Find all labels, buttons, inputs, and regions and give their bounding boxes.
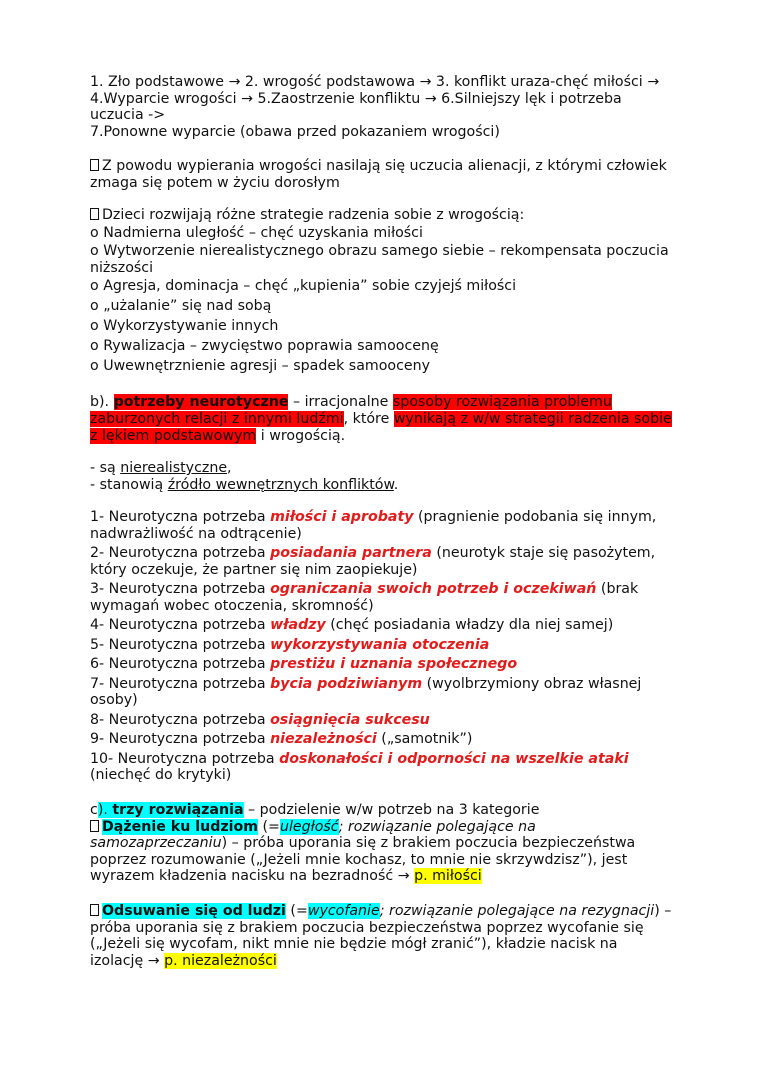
text-span: - są [90,460,121,476]
away-from-people-title: Odsuwanie się od ludzi (=wycofanie; rozwiązanie polegające na rezygnacji) – [90,903,690,920]
highlight-red: sposoby rozwiązania problemu [392,394,612,410]
need-item: 6- Neurotyczna potrzeba prestiżu i uznania społecznego [90,656,518,672]
alienation-paragraph [90,158,690,191]
text-line: („Jeżeli się wycofam, nikt mnie nie będzie mógł zranić”), kładzie nacisk na [90,936,618,952]
bullet-square-icon [90,159,99,171]
text-line: zmaga się potem w życiu dorosłym [90,174,340,191]
text-line: nadwrażliwość na odtrącenie) [90,525,302,542]
section-c: c). trzy rozwiązania – podzielenie w/w potrzeb na 3 kategorie Dążenie ku ludziom (=uległość; rozwiązanie polegające na samozaprzeczaniu) – próba uporania się z brakiem poczucia bezpieczeństwa poprzez rozumowanie („Jeżeli mnie kochasz, to mnie nie skrzywdzisz”), jest wyrazem kładzenia nacisku na bezradność → p. miłości [90,802,690,885]
need-item: 8- Neurotyczna potrzeba osiągnięcia sukcesu [90,711,430,728]
need-item: 1- Neurotyczna potrzeba miłości i aprobaty (pragnienie podobania się innym, [90,509,657,525]
section-b-features [90,460,690,493]
away-from-people: Odsuwanie się od ludzi (=wycofanie; rozwiązanie polegające na rezygnacji) – próba uporania się z brakiem poczucia bezpieczeństwa poprzez wycofanie się („Jeżeli się wycofam, nikt mnie nie będzie mógł zranić”), kładzie nacisk na izolację → p. niezależności [90,903,690,969]
need-item: 2- Neurotyczna potrzeba posiadania partnera (neurotyk staje się pasożytem, [90,545,656,561]
underlined-text: nierealistyczne [120,460,228,476]
text-span: – irracjonalne [288,394,393,410]
need-item: 9- Neurotyczna potrzeba niezależności („samotnik”) [90,731,473,747]
text-line: wymagań wobec otoczenia, skromność) [90,597,374,614]
three-solutions-term: trzy rozwiązania [112,802,244,818]
toward-people-title: Dążenie ku ludziom (=uległość; rozwiązanie polegające na [90,819,690,836]
list-item: o „użalanie” się nad sobą [90,298,272,314]
text-line: próba uporania się z brakiem poczucia bezpieczeństwa poprzez wycofanie się [90,919,644,936]
text-line: uczucia -> [90,107,166,123]
text-line: osoby) [90,692,138,708]
need-item: 3- Neurotyczna potrzeba ograniczania swoich potrzeb i oczekiwań (brak [90,581,639,597]
list-item: o Uwewnętrznienie agresji – spadek samooceny [90,358,430,374]
need-item: 4- Neurotyczna potrzeba władzy (chęć posiadania władzy dla niej samej) [90,617,614,633]
section-b [90,394,690,445]
list-item: o Wykorzystywanie innych [90,318,279,334]
intro-chain [90,74,690,140]
highlight-yellow: p. miłości [414,868,482,884]
text-line: 1. Zło podstawowe → 2. wrogość podstawowa → 3. konflikt uraza-chęć miłości → [90,74,660,90]
neurotic-needs-list [90,509,690,784]
strategies-intro: Dzieci rozwijają różne strategie radzenia sobie z wrogością: [102,207,525,223]
text-span: b). [90,394,114,410]
need-item: 10- Neurotyczna potrzeba doskonałości i odporności na wszelkie ataki [90,750,629,767]
text-span: , [227,460,232,476]
need-item: 7- Neurotyczna potrzeba bycia podziwianym (wyolbrzymiony obraz własnej [90,675,642,692]
need-item: 5- Neurotyczna potrzeba wykorzystywania otoczenia [90,636,490,653]
highlight-red: innymi ludźmi [243,411,344,427]
highlight-cyan: ). [97,802,113,818]
highlight-red: z lękiem podstawowym [90,428,257,444]
list-item: o Rywalizacja – zwycięstwo poprawia samoocenę [90,338,439,354]
text-line: Z powodu wypierania wrogości nasilają się uczucia alienacji, z którymi człowiek [102,158,667,174]
neurotic-needs-term: potrzeby neurotyczne [113,394,289,410]
text-line: poprzez rozumowanie („Jeżeli mnie kochasz, to mnie nie skrzywdzisz”), jest [90,851,628,868]
list-item: o Agresja, dominacja – chęć „kupienia” sobie czyjejś miłości [90,278,517,294]
text-line: który oczekuje, że partner się nim zaopiekuje) [90,561,418,578]
bullet-square-icon [90,904,99,916]
bullet-square-icon [90,208,99,220]
highlight-yellow: p. niezależności [164,952,277,969]
text-span: . [393,476,399,493]
strategies-list [90,207,690,376]
bullet-square-icon [90,820,99,832]
text-line: 7.Ponowne wyparcie (obawa przed pokazaniem wrogości) [90,123,500,140]
text-line: (niechęć do krytyki) [90,767,232,783]
underlined-text: źródło wewnętrznych konfliktów [167,476,394,493]
text-span: - stanowią [90,476,168,493]
list-item: o Wytworzenie nierealistycznego obrazu samego siebie – rekompensata poczucia [90,243,669,259]
text-span: , które [343,411,394,427]
list-item: o Nadmierna uległość – chęć uzyskania miłości [90,225,423,241]
text-span: i wrogością. [256,428,346,444]
highlight-red: wynikają z w/w strategii radzenia sobie [393,411,672,427]
text-line: 4.Wyparcie wrogości → 5.Zaostrzenie konfliktu → 6.Silniejszy lęk i potrzeba [90,90,622,107]
list-item: niższości [90,260,154,276]
highlight-red: zaburzonych relacji z [90,411,244,427]
